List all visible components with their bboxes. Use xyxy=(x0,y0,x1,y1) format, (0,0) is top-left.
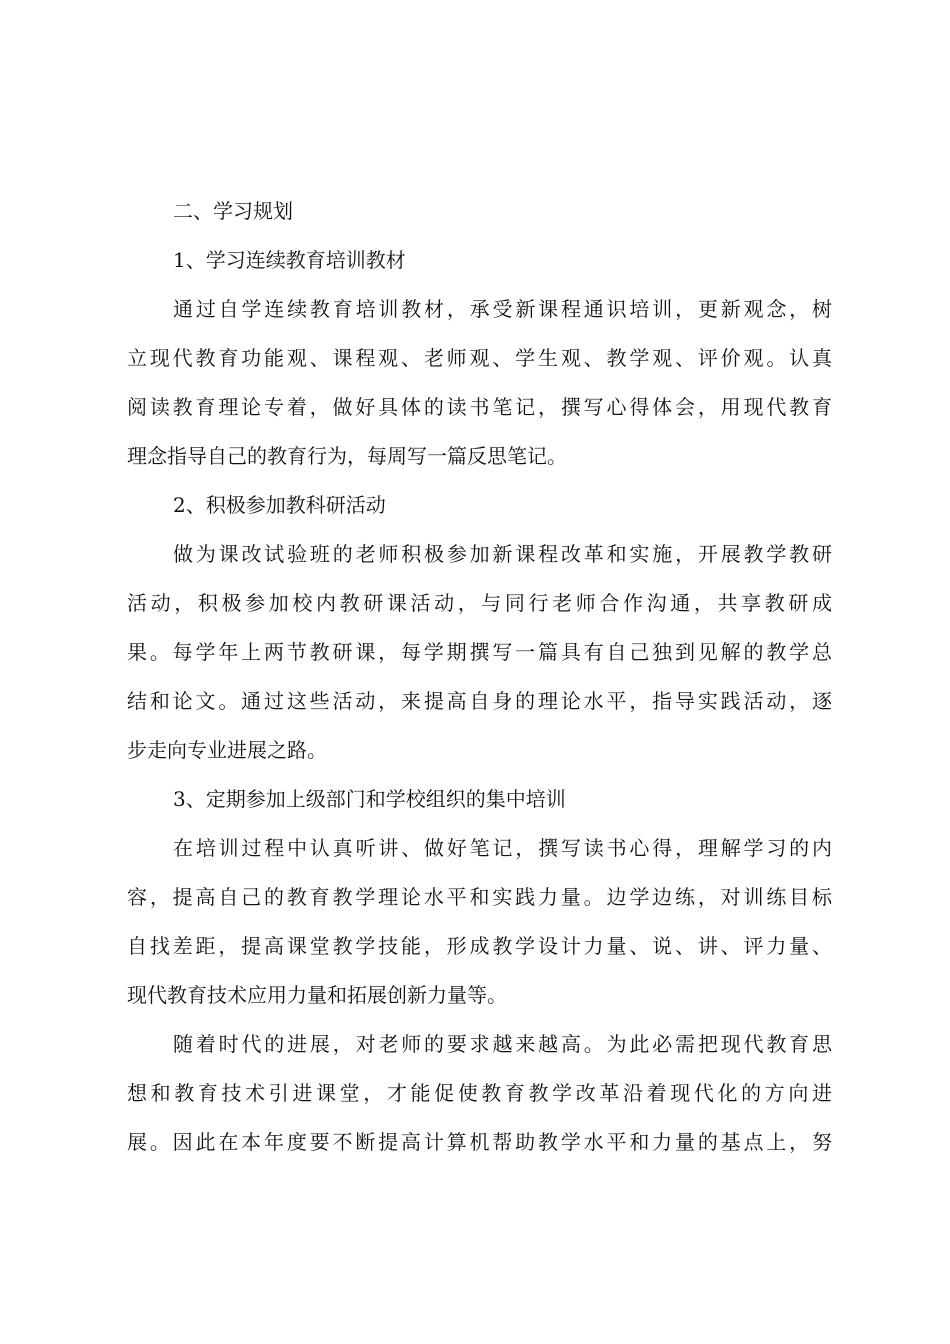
section-heading: 二、学习规划 xyxy=(173,199,293,223)
paragraph-line: 想和教育技术引进课堂，才能促使教育教学改革沿着现代化的方向进 xyxy=(127,1081,832,1105)
paragraph-line: 容，提高自己的教育教学理论水平和实践力量。边学边练，对训练目标 xyxy=(127,885,832,909)
paragraph-line: 展。因此在本年度要不断提高计算机帮助教学水平和力量的基点上，努 xyxy=(127,1130,832,1154)
paragraph-line: 通过自学连续教育培训教材，承受新课程通识培训，更新观念，树 xyxy=(173,297,832,321)
paragraph-line: 做为课改试验班的老师积极参加新课程改革和实施，开展教学教研 xyxy=(173,542,832,566)
subsection-heading: 1、学习连续教育培训教材 xyxy=(173,248,406,272)
paragraph-line: 在培训过程中认真听讲、做好笔记，撰写读书心得，理解学习的内 xyxy=(173,836,832,860)
paragraph-line: 活动，积极参加校内教研课活动，与同行老师合作沟通，共享教研成 xyxy=(127,591,832,615)
subsection-heading: 2、积极参加教科研活动 xyxy=(173,493,386,517)
paragraph-line: 理念指导自己的教育行为，每周写一篇反思笔记。 xyxy=(127,444,567,468)
paragraph-line: 阅读教育理论专着，做好具体的读书笔记，撰写心得体会，用现代教育 xyxy=(127,395,832,419)
document-body xyxy=(127,187,832,1167)
subsection-heading: 3、定期参加上级部门和学校组织的集中培训 xyxy=(173,787,566,811)
paragraph-line: 结和论文。通过这些活动，来提高自身的理论水平，指导实践活动，逐 xyxy=(127,689,832,713)
paragraph-line: 现代教育技术应用力量和拓展创新力量等。 xyxy=(127,983,507,1007)
paragraph-line: 自找差距，提高课堂教学技能，形成教学设计力量、说、讲、评力量、 xyxy=(127,934,832,958)
paragraph-line: 果。每学年上两节教研课，每学期撰写一篇具有自己独到见解的教学总 xyxy=(127,640,832,664)
paragraph-line: 随着时代的进展，对老师的要求越来越高。为此必需把现代教育思 xyxy=(173,1032,832,1056)
paragraph-line: 步走向专业进展之路。 xyxy=(127,738,327,762)
paragraph-line: 立现代教育功能观、课程观、老师观、学生观、教学观、评价观。认真 xyxy=(127,346,832,370)
